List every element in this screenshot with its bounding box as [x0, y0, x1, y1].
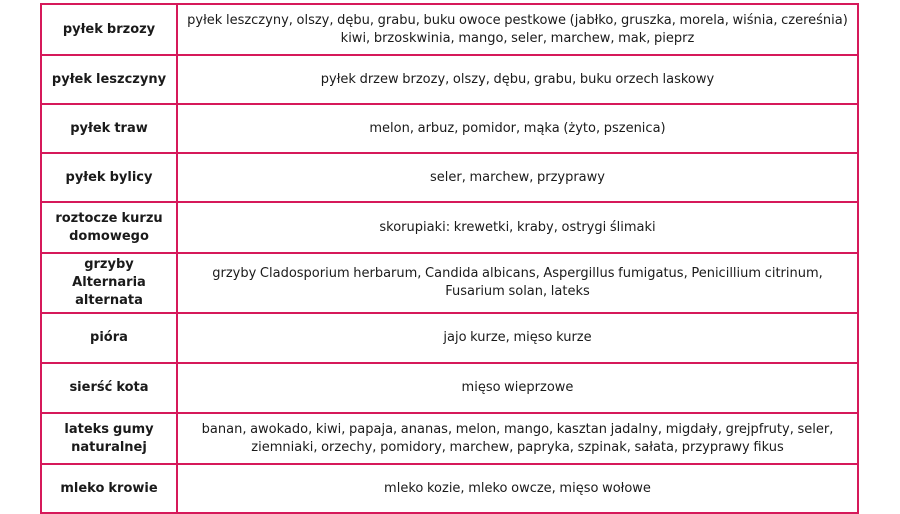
table-row — [41, 253, 858, 313]
table-row — [41, 153, 858, 202]
allergen-cell: roztocze kurzu domowego — [41, 202, 177, 253]
cross-reaction-cell: pyłek leszczyny, olszy, dębu, grabu, buku owoce pestkowe (jabłko, gruszka, morela, wiśnia, czereśnia) kiwi, brzoskwinia, mango, seler, marchew, mak, pieprz — [177, 4, 858, 55]
cross-reaction-cell: mleko kozie, mleko owcze, mięso wołowe — [177, 464, 858, 513]
table-row — [41, 202, 858, 253]
allergen-cell: lateks gumy naturalnej — [41, 413, 177, 464]
allergen-cell: grzyby Alternaria alternata — [41, 253, 177, 313]
cross-reaction-cell: skorupiaki: krewetki, kraby, ostrygi ślimaki — [177, 202, 858, 253]
cross-reaction-cell: melon, arbuz, pomidor, mąka (żyto, pszenica) — [177, 104, 858, 153]
cross-reaction-cell: mięso wieprzowe — [177, 363, 858, 413]
cross-reaction-cell: pyłek drzew brzozy, olszy, dębu, grabu, buku orzech laskowy — [177, 55, 858, 104]
allergen-cell: pyłek brzozy — [41, 4, 177, 55]
table-row — [41, 4, 858, 55]
allergen-cell: sierść kota — [41, 363, 177, 413]
allergen-cell: pyłek leszczyny — [41, 55, 177, 104]
cross-reaction-cell: grzyby Cladosporium herbarum, Candida albicans, Aspergillus fumigatus, Penicillium citrinum, Fusarium solan, lateks — [177, 253, 858, 313]
cross-reaction-cell: seler, marchew, przyprawy — [177, 153, 858, 202]
allergen-cell: pióra — [41, 313, 177, 363]
allergen-cell: mleko krowie — [41, 464, 177, 513]
table-row — [41, 363, 858, 413]
table-row — [41, 104, 858, 153]
table-row — [41, 413, 858, 464]
cross-reaction-cell: banan, awokado, kiwi, papaja, ananas, melon, mango, kasztan jadalny, migdały, grejpfruty, seler, ziemniaki, orzechy, pomidory, marchew, papryka, szpinak, sałata, przyprawy fikus — [177, 413, 858, 464]
allergen-cell: pyłek bylicy — [41, 153, 177, 202]
cross-allergy-table — [40, 3, 859, 514]
cross-reaction-cell: jajo kurze, mięso kurze — [177, 313, 858, 363]
allergen-cell: pyłek traw — [41, 104, 177, 153]
table-row — [41, 55, 858, 104]
table-row — [41, 313, 858, 363]
